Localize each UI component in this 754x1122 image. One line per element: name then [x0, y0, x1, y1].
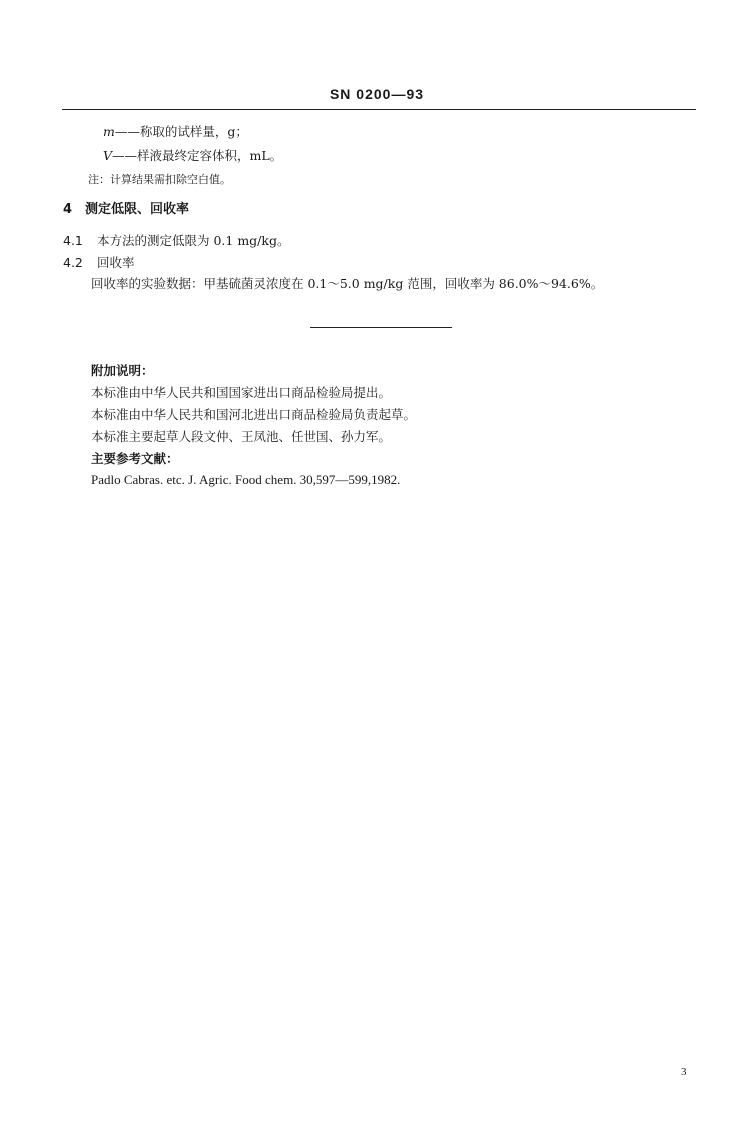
- section-4-heading: [63, 202, 189, 218]
- clause-4-2: [63, 255, 135, 271]
- clause-4-2-text: 回收率: [97, 255, 135, 270]
- variable-v-symbol: V: [103, 148, 113, 163]
- clause-4-1-number: 4.1: [63, 233, 83, 248]
- section-4-title: 测定低限、回收率: [85, 202, 190, 217]
- appendix-line-1: 本标准由中华人民共和国国家进出口商品检验局提出。: [91, 385, 392, 400]
- page-number: 3: [681, 1066, 687, 1078]
- variable-v-definition: ——样液最终定容体积，mL。: [112, 148, 283, 163]
- appendix-heading: 附加说明：: [91, 363, 154, 378]
- variable-m-symbol: m: [103, 124, 115, 139]
- clause-4-1: [63, 233, 289, 249]
- standard-code: SN 0200—93: [329, 86, 425, 102]
- reference-entry: Padlo Cabras. etc. J. Agric. Food chem. 30,597—599,1982.: [91, 472, 401, 487]
- recovery-data-text: 回收率的实验数据：甲基硫菌灵浓度在 0.1～5.0 mg/kg 范围，回收率为 86.0%～94.6%。: [91, 276, 604, 291]
- header-rule: [62, 109, 696, 110]
- variable-v-line: [103, 148, 282, 164]
- calculation-note: 注：计算结果需扣除空白值。: [88, 173, 231, 186]
- section-4-number: 4: [63, 202, 73, 217]
- variable-m-definition: ——称取的试样量，g；: [114, 124, 248, 139]
- clause-4-2-number: 4.2: [63, 255, 83, 270]
- variable-m-line: [103, 124, 248, 140]
- section-end-rule: [310, 327, 452, 328]
- appendix-line-3: 本标准主要起草人段文仲、王凤池、任世国、孙力军。: [91, 429, 392, 444]
- clause-4-1-text: 本方法的测定低限为 0.1 mg/kg。: [97, 233, 290, 248]
- references-heading: 主要参考文献：: [91, 451, 179, 466]
- appendix-line-2: 本标准由中华人民共和国河北进出口商品检验局负责起草。: [91, 407, 417, 422]
